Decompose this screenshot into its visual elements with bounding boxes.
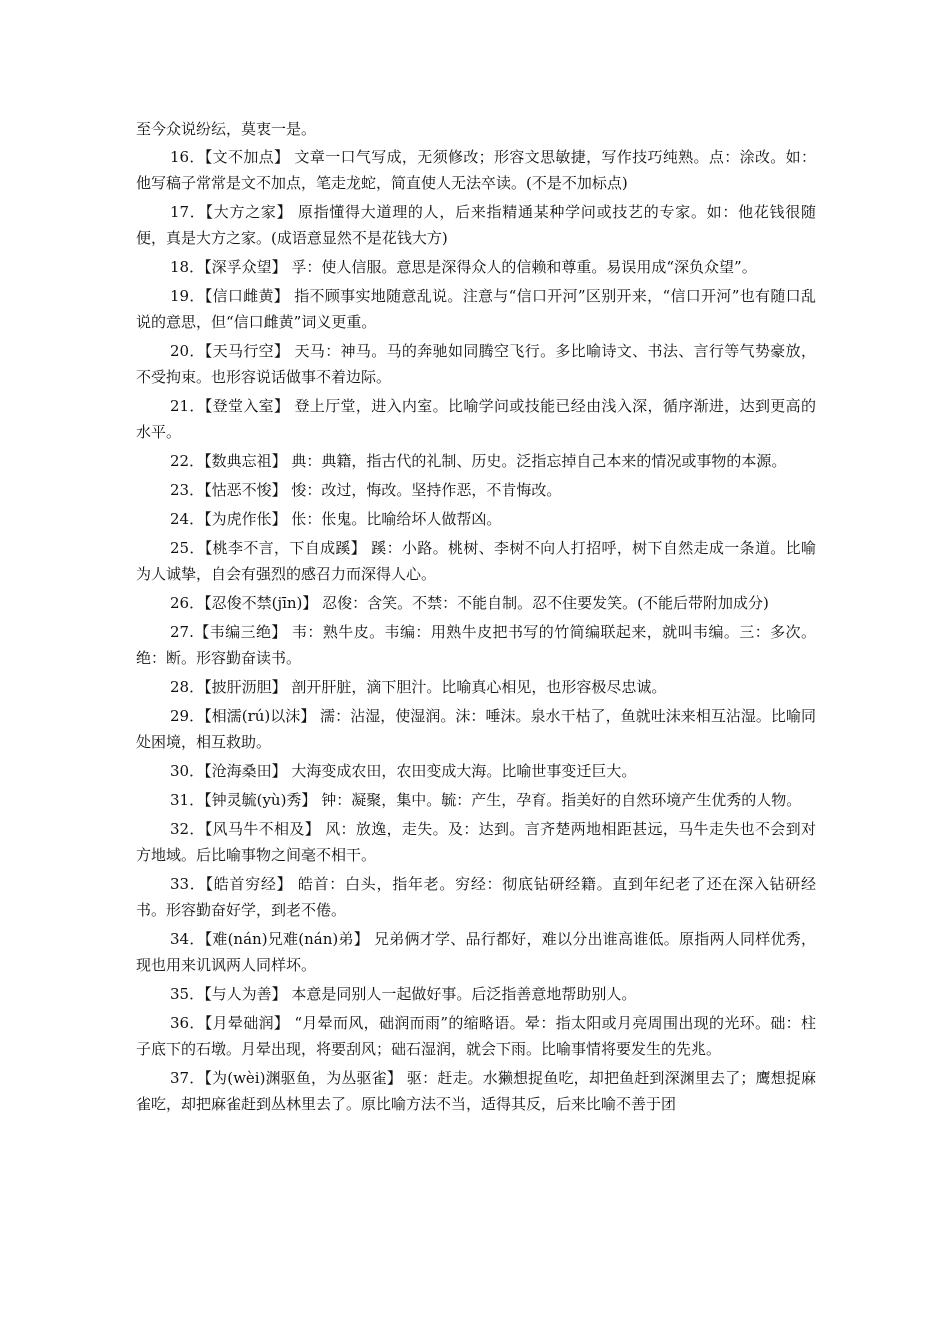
idiom-entry-34: 34．【难(nán)兄难(nán)弟】 兄弟俩才学、品行都好，难以分出谁高谁低。原指两人同样优秀，现也用来讥讽两人同样坏。 <box>136 930 816 974</box>
document-page <box>136 116 816 1120</box>
idiom-entry-35: 35．【与人为善】 本意是同别人一起做好事。后泛指善意地帮助别人。 <box>170 985 637 1003</box>
idiom-entry-31: 31．【钟灵毓(yù)秀】 钟：凝聚，集中。毓：产生，孕育。指美好的自然环境产生优秀的人物。 <box>170 791 802 809</box>
idiom-entry-25: 25．【桃李不言，下自成蹊】 蹊：小路。桃树、李树不向人打招呼，树下自然走成一条道。比喻为人诚挚，自会有强烈的感召力而深得人心。 <box>136 539 816 583</box>
idiom-entry-19: 19．【信口雌黄】 指不顾事实地随意乱说。注意与“信口开河”区别开来，“信口开河”也有随口乱说的意思，但“信口雌黄”词义更重。 <box>136 287 816 331</box>
idiom-entry-29: 29．【相濡(rú)以沫】 濡：沾湿，使湿润。沫：唾沫。泉水干枯了，鱼就吐沫来相互沾湿。比喻同处困境，相互救助。 <box>136 707 816 751</box>
idiom-entry-37: 37．【为(wèi)渊驱鱼，为丛驱雀】 驱：赶走。水獭想捉鱼吃，却把鱼赶到深渊里去了；鹰想捉麻雀吃，却把麻雀赶到丛林里去了。原比喻方法不当，适得其反，后来比喻不善于团 <box>136 1069 816 1113</box>
idiom-entry-18: 18．【深孚众望】 孚：使人信服。意思是深得众人的信赖和尊重。易误用成“深负众望”。 <box>170 258 757 276</box>
continuation-line: 至今众说纷纭，莫衷一是。 <box>136 120 317 138</box>
idiom-entry-27: 27.【韦编三绝】 韦：熟牛皮。韦编：用熟牛皮把书写的竹简编联起来，就叫韦编。三：多次。绝：断。形容勤奋读书。 <box>136 623 816 667</box>
idiom-entry-16: 16．【文不加点】 文章一口气写成，无须修改；形容文思敏捷，写作技巧纯熟。点：涂改。如：他写稿子常常是文不加点，笔走龙蛇，简直使人无法卒读。(不是不加标点) <box>136 148 816 192</box>
idiom-entry-17: 17．【大方之家】 原指懂得大道理的人，后来指精通某种学问或技艺的专家。如：他花钱很随便，真是大方之家。(成语意显然不是花钱大方) <box>136 203 816 247</box>
idiom-entry-24: 24．【为虎作伥】 伥：伥鬼。比喻给坏人做帮凶。 <box>170 510 502 528</box>
idiom-entry-22: 22．【数典忘祖】 典：典籍，指古代的礼制、历史。泛指忘掉自己本来的情况或事物的本源。 <box>170 452 787 470</box>
idiom-entry-21: 21．【登堂入室】 登上厅堂，进入内室。比喻学问或技能已经由浅入深，循序渐进，达到更高的水平。 <box>136 397 816 441</box>
idiom-entry-20: 20．【天马行空】 天马：神马。马的奔驰如同腾空飞行。多比喻诗文、书法、言行等气势豪放，不受拘束。也形容说话做事不着边际。 <box>136 342 816 386</box>
idiom-entry-30: 30．【沧海桑田】 大海变成农田，农田变成大海。比喻世事变迁巨大。 <box>170 762 637 780</box>
idiom-entry-23: 23．【怙恶不悛】 悛：改过，悔改。坚持作恶，不肯悔改。 <box>170 481 562 499</box>
idiom-entry-26: 26．【忍俊不禁(jīn)】 忍俊：含笑。不禁：不能自制。忍不住要发笑。(不能后带附加成分) <box>170 594 769 612</box>
idiom-entry-33: 33．【皓首穷经】 皓首：白头，指年老。穷经：彻底钻研经籍。直到年纪老了还在深入钻研经书。形容勤奋好学，到老不倦。 <box>136 875 816 919</box>
idiom-entry-28: 28．【披肝沥胆】 剖开肝脏，滴下胆汁。比喻真心相见，也形容极尽忠诚。 <box>170 678 667 696</box>
idiom-entry-36: 36．【月晕础润】 “月晕而风，础润而雨”的缩略语。晕：指太阳或月亮周围出现的光环。础：柱子底下的石墩。月晕出现，将要刮风；础石湿润，就会下雨。比喻事情将要发生的先兆。 <box>136 1014 816 1058</box>
idiom-entry-32: 32．【风马牛不相及】 风：放逸，走失。及：达到。言齐楚两地相距甚远，马牛走失也不会到对方地域。后比喻事物之间毫不相干。 <box>136 820 816 864</box>
